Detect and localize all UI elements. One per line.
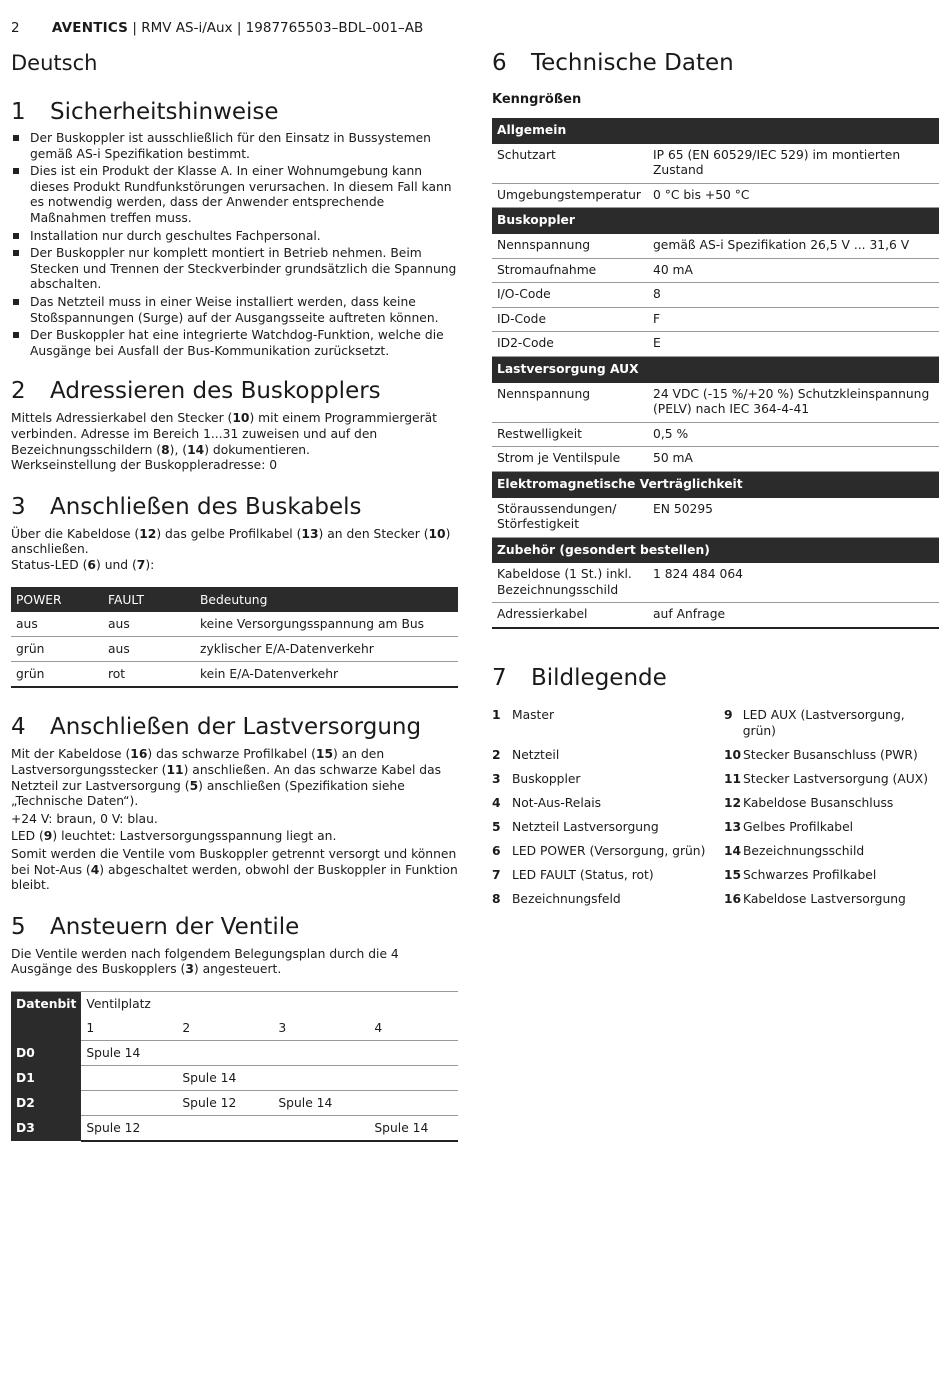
table-row: grün aus zyklischer E/A-Datenverkehr bbox=[11, 637, 458, 662]
column-number: 4 bbox=[369, 1016, 458, 1041]
column-number: 2 bbox=[177, 1016, 273, 1041]
legend-item: 15 Schwarzes Profilkabel bbox=[724, 867, 877, 882]
table-row: D0 Spule 14 bbox=[11, 1041, 458, 1066]
legend-item: 1 Master bbox=[492, 708, 554, 723]
group-header: Lastversorgung AUX bbox=[492, 356, 939, 382]
legend-item: 9 LED AUX (Lastversorgung, grün) bbox=[724, 708, 905, 738]
table-row: Restwelligkeit 0,5 % bbox=[492, 422, 939, 447]
left-column bbox=[11, 48, 458, 1142]
legend-item: 3 Buskoppler bbox=[492, 771, 581, 786]
section-2-title: 2 Adressieren des Buskopplers bbox=[11, 378, 381, 405]
databit-header: Datenbit bbox=[11, 992, 81, 1017]
bullet-square-icon bbox=[13, 135, 19, 141]
page-number: 2 bbox=[11, 20, 20, 36]
legend-item: 8 Bezeichnungsfeld bbox=[492, 891, 621, 906]
table-row: D2 Spule 12 Spule 14 bbox=[11, 1091, 458, 1116]
section-1-title: 1 Sicherheitshinweise bbox=[11, 99, 279, 125]
section-5-title: 5 Ansteuern der Ventile bbox=[11, 913, 300, 940]
legend-item: 14 Bezeichnungsschild bbox=[724, 843, 865, 858]
table-row: aus aus keine Versorgungsspannung am Bus bbox=[11, 612, 458, 637]
legend-item: 6 LED POWER (Versorgung, grün) bbox=[492, 843, 706, 858]
legend-item: 12 Kabeldose Busanschluss bbox=[724, 795, 894, 810]
table-row: I/O-Code 8 bbox=[492, 283, 939, 308]
led-aux-text: LED (9) leuchtet: Lastversorgungsspannung liegt an. bbox=[11, 829, 337, 844]
language-heading: Deutsch bbox=[11, 51, 98, 75]
table-row: D3 Spule 12 Spule 14 bbox=[11, 1116, 458, 1142]
list-item: Dies ist ein Produkt der Klasse A. In einer Wohnumgebung kann dieses Produkt Rundfunkstörungen verursachen. In diesem Fall kann es notwendig werden, dass der Anwender entsprechende Maßnahmen treffen muss. bbox=[11, 164, 458, 226]
legend-item: 7 LED FAULT (Status, rot) bbox=[492, 867, 654, 882]
list-item: Der Buskoppler nur komplett montiert in Betrieb nehmen. Beim Stecken und Trennen der Steckverbinder grundsätzlich die Spannung abschalten. bbox=[11, 246, 458, 293]
brand-name: AVENTICS bbox=[51, 20, 129, 36]
list-item: Das Netzteil muss in einer Weise installiert werden, dass keine Stoßspannungen (Surge) auf der Ausgangsseite auftreten können. bbox=[11, 295, 458, 326]
table-row: Stromaufnahme 40 mA bbox=[492, 258, 939, 283]
legend-item: 5 Netzteil Lastversorgung bbox=[492, 819, 659, 834]
bullet-square-icon bbox=[13, 233, 19, 239]
technical-data-table bbox=[492, 118, 939, 629]
legend-item: 4 Not-Aus-Relais bbox=[492, 795, 602, 810]
table-row: ID2-Code E bbox=[492, 332, 939, 357]
bullet-square-icon bbox=[13, 250, 19, 256]
valve-assignment-table bbox=[11, 991, 458, 1142]
table-row: Nennspannung 24 VDC (-15 %/+20 %) Schutzkleinspannung (PELV) nach IEC 364-4-41 bbox=[492, 383, 939, 423]
list-item: Der Buskoppler hat eine integrierte Watchdog-Funktion, welche die Ausgänge bei Ausfall der Bus-Kommunikation zurücksetzt. bbox=[11, 328, 458, 359]
table-row: Adressierkabel auf Anfrage bbox=[492, 603, 939, 628]
figure-legend bbox=[492, 708, 939, 907]
section-5-text: Die Ventile werden nach folgendem Belegungsplan durch die 4 Ausgänge des Buskopplers (3) angesteuert. bbox=[11, 946, 399, 977]
emergency-stop-text: Somit werden die Ventile vom Buskoppler getrennt versorgt und können bei Not-Aus (4) abgeschaltet werden, obwohl der Buskoppler in Funktion bleibt. bbox=[11, 847, 458, 893]
wiring-colors: +24 V: braun, 0 V: blau. bbox=[11, 811, 158, 826]
list-item: Installation nur durch geschultes Fachpersonal. bbox=[11, 229, 458, 245]
group-header: Allgemein bbox=[492, 118, 939, 144]
group-header: Buskoppler bbox=[492, 208, 939, 234]
table-row: ID-Code F bbox=[492, 307, 939, 332]
section-4-text: Mit der Kabeldose (16) das schwarze Profilkabel (15) an den Lastversorgungsstecker (11) anschließen. An das schwarze Kabel das Netzteil zur Lastversorgung (5) anschließen (Spezifikation siehe „Technische Daten“). bbox=[11, 747, 442, 809]
section-4-title: 4 Anschließen der Lastversorgung bbox=[11, 714, 422, 741]
section-3-title: 3 Anschließen des Buskabels bbox=[11, 493, 362, 520]
column-number: 1 bbox=[81, 1016, 177, 1041]
legend-item: 16 Kabeldose Lastversorgung bbox=[724, 891, 906, 906]
table-row: Strom je Ventilspule 50 mA bbox=[492, 447, 939, 472]
document-id: | RMV AS-i/Aux | 1987765503–BDL–001–AB bbox=[128, 20, 424, 36]
table-header: FAULT bbox=[103, 587, 195, 612]
table-row: Nennspannung gemäß AS-i Spezifikation 26,5 V ... 31,6 V bbox=[492, 234, 939, 258]
section-6-title: 6 Technische Daten bbox=[492, 50, 734, 76]
safety-list bbox=[11, 131, 458, 359]
table-header: Bedeutung bbox=[195, 587, 458, 612]
legend-item: 11 Stecker Lastversorgung (AUX) bbox=[724, 771, 928, 786]
list-item: Der Buskoppler ist ausschließlich für den Einsatz in Bussystemen gemäß AS-i Spezifikation bestimmt. bbox=[11, 131, 458, 162]
group-header: Zubehör (gesondert bestellen) bbox=[492, 537, 939, 563]
legend-item: 10 Stecker Busanschluss (PWR) bbox=[724, 747, 918, 762]
table-row: Störaussendungen/ Störfestigkeit EN 50295 bbox=[492, 498, 939, 538]
table-row: Umgebungstemperatur 0 °C bis +50 °C bbox=[492, 183, 939, 208]
section-3-text: Über die Kabeldose (12) das gelbe Profilkabel (13) an den Stecker (10) anschließen. bbox=[11, 526, 451, 557]
bullet-square-icon bbox=[13, 168, 19, 174]
right-column bbox=[492, 48, 939, 907]
table-row: D1 Spule 14 bbox=[11, 1066, 458, 1091]
table-header: POWER bbox=[11, 587, 103, 612]
bullet-square-icon bbox=[13, 332, 19, 338]
legend-item: 13 Gelbes Profilkabel bbox=[724, 819, 854, 834]
status-led-table bbox=[11, 587, 458, 688]
section-2-text: Mittels Adressierkabel den Stecker (10) mit einem Programmiergerät verbinden. Adresse im Bereich 1...31 zuweisen und auf den Bezeichnungsschildern (8), (14) dokumentieren. bbox=[11, 411, 437, 457]
section-7-title: 7 Bildlegende bbox=[492, 665, 667, 692]
table-row: grün rot kein E/A-Datenverkehr bbox=[11, 662, 458, 688]
bullet-square-icon bbox=[13, 299, 19, 305]
status-led-text: Status-LED (6) und (7): bbox=[11, 557, 155, 572]
table-row: Kabeldose (1 St.) inkl. Bezeichnungsschild 1 824 484 064 bbox=[492, 563, 939, 603]
legend-item: 2 Netzteil bbox=[492, 747, 560, 762]
group-header: Elektromagnetische Verträglichkeit bbox=[492, 471, 939, 497]
subtitle: Kenngrößen bbox=[492, 92, 582, 107]
column-number: 3 bbox=[273, 1016, 369, 1041]
ventilplatz-header: Ventilplatz bbox=[81, 992, 458, 1017]
table-row: Schutzart IP 65 (EN 60529/IEC 529) im montierten Zustand bbox=[492, 144, 939, 184]
page-header bbox=[11, 20, 423, 36]
section-2-default: Werkseinstellung der Buskoppleradresse: 0 bbox=[11, 458, 278, 473]
